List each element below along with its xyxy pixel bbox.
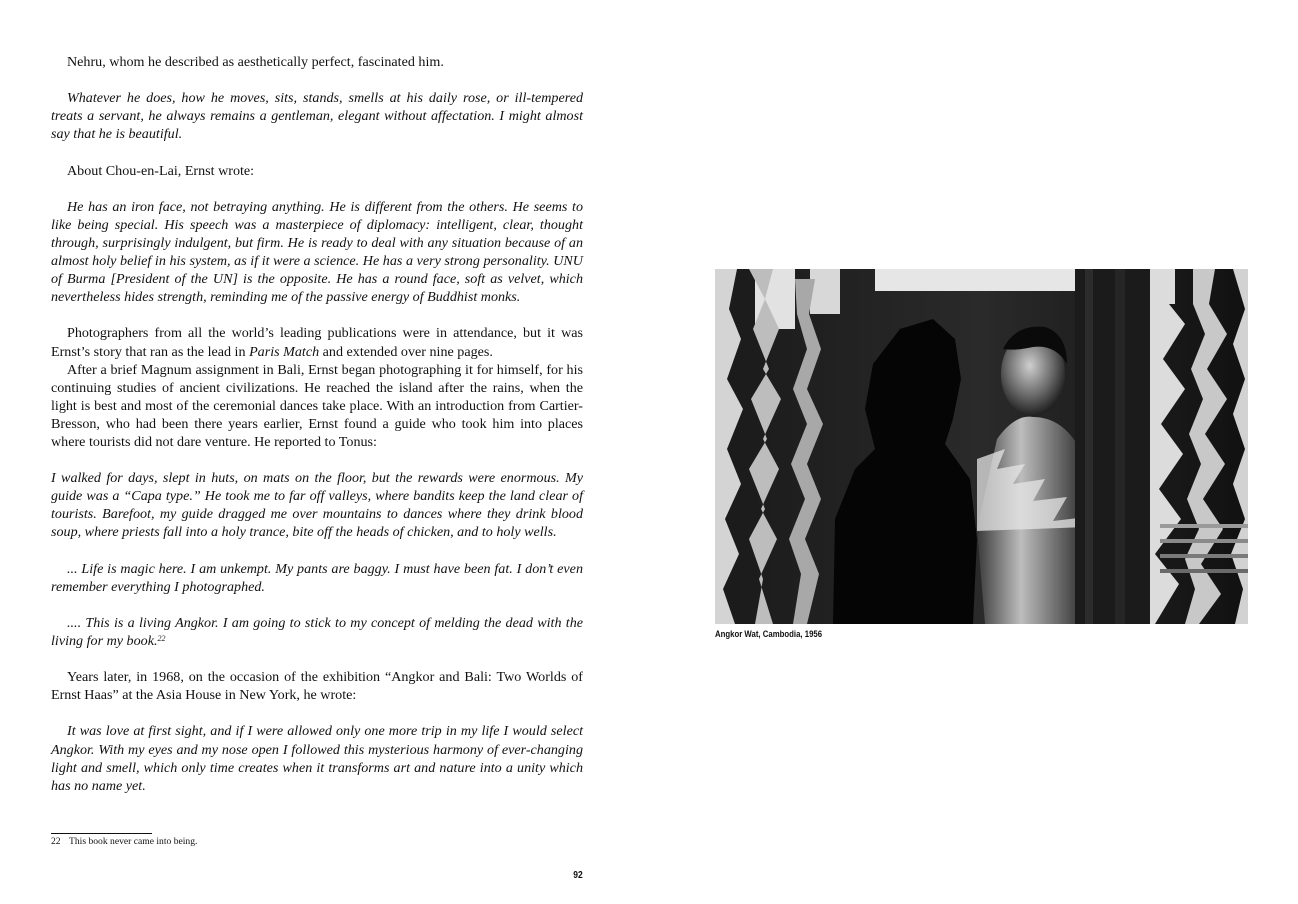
left-page-text (51, 53, 583, 795)
body-paragraph: About Chou-en-Lai, Ernst wrote: (67, 162, 255, 179)
body-paragraph (51, 324, 583, 360)
publication-title: Paris Match (249, 343, 320, 360)
quote-paragraph: ... Life is magic here. I am unkempt. My pants are baggy. I must have been fat. I don’t even remember everything I photographed. (51, 560, 583, 595)
body-paragraph: Nehru, whom he described as aesthetically perfect, fascinated him. (67, 54, 444, 70)
quote-paragraph: I walked for days, slept in huts, on mats on the floor, but the rewards were enormous. My guide was a “Capa type.” He took me to far off valleys, where bandits keep the land clear of tourists. Barefoot, my guide dragged me over mountains to dances where they drink blood soup, where priests fall into a holy trance, bite off the heads of chicken, and to holy wells. (51, 470, 583, 541)
text-span: .... This is a living Angkor. I am going to stick to my concept of melding the dead with the living for my book. (51, 614, 583, 649)
text-span: and extended over nine pages. (319, 343, 493, 360)
footnote-reference: 22 (157, 634, 166, 643)
quote-paragraph: He has an iron face, not betraying anything. He is different from the others. He seems to like being special. His speech was a masterpiece of diplomacy: intelligent, clear, thought through, surprisingly indulgent, but firm. He is ready to deal with any situation because of an almost holy belief in his system, as if it were a science. He has a very strong personality. UNU of Burma [President of the UN] is the opposite. He has a round face, soft as velvet, which nevertheless hides strength, reminding me of the passive energy of Buddhist monks. (51, 198, 583, 306)
footnote-text: This book never came into being. (69, 836, 198, 847)
quote-paragraph: Whatever he does, how he moves, sits, stands, smells at his daily rose, or ill-tempered treats a servant, he always remains a gentleman, elegant without affectation. I might almost say that he is beautiful. (51, 90, 583, 143)
text-span: Photographers from all the world’s leading publications were in attendance, but it was Ernst’s story that ran as the lead in (51, 325, 583, 360)
footnote (51, 836, 583, 848)
page-number: 92 (573, 870, 583, 881)
quote-paragraph: It was love at first sight, and if I were allowed only one more trip in my life I would select Angkor. With my eyes and my nose open I followed this mysterious harmony of ever-changing light and smell, which only time creates when it transforms art and nature into a unity which has no name yet. (51, 723, 583, 794)
photograph (715, 269, 1248, 624)
footnote-number: 22 (51, 836, 61, 847)
photo-caption: Angkor Wat, Cambodia, 1956 (715, 629, 823, 640)
quote-paragraph (51, 614, 583, 650)
body-paragraph: After a brief Magnum assignment in Bali, Ernst began photographing it for himself, for his continuing studies of ancient civilizations. He reached the island after the rains, when the light is best and most of the ceremonial dances take place. With an introduction from Cartier-Bresson, who had been there years earlier, Ernst found a guide who took him into places where tourists did not dare venture. He reported to Tonus: (51, 361, 583, 450)
footnote-divider (51, 833, 152, 834)
body-paragraph: Years later, in 1968, on the occasion of the exhibition “Angkor and Bali: Two Worlds of Ernst Haas” at the Asia House in New York, he wrote: (51, 669, 583, 704)
